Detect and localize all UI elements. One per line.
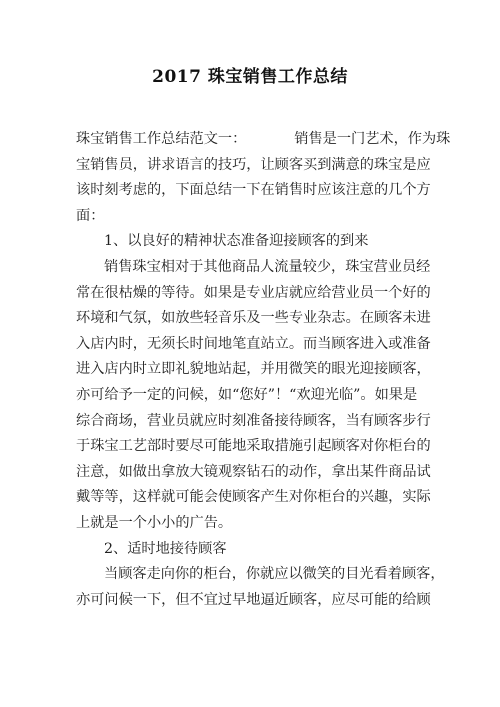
paragraph-line: 常在很枯燥的等待。如果是专业店就应给营业员一个好的: [76, 284, 431, 301]
section-1-heading: 1、以良好的精神状态准备迎接顾客的到来: [104, 233, 369, 250]
paragraph-line: 于珠宝工艺部时要尽可能地采取措施引起顾客对你柜台的: [76, 438, 431, 455]
paragraph-line: 入店内时，无须长时间地笔直站立。而当顾客进入或准备: [76, 335, 431, 352]
section-2-heading: 2、适时地接待顾客: [104, 540, 227, 557]
paragraph-line: 面：: [76, 207, 105, 224]
paragraph-line: 销售珠宝相对于其他商品人流量较少，珠宝营业员经: [104, 258, 431, 275]
paragraph-line: 上就是一个小小的广告。: [76, 514, 233, 531]
paragraph-line: 该时刻考虑的，下面总结一下在销售时应该注意的几个方: [76, 182, 431, 199]
intro-line: [76, 127, 451, 153]
paragraph-line: 注意，如做出拿放大镜观察钻石的动作，拿出某件商品试: [76, 463, 431, 480]
document-title: 2017 珠宝销售工作总结: [152, 67, 348, 87]
intro-first-text: 销售是一门艺术，作为珠: [294, 131, 451, 147]
paragraph-line: 进入店内时立即礼貌地站起，并用微笑的眼光迎接顾客，: [76, 361, 431, 378]
paragraph-line: 综合商场，营业员就应时刻准备接待顾客，当有顾客步行: [76, 412, 431, 429]
paragraph-line: 宝销售员，讲求语言的技巧，让顾客买到满意的珠宝是应: [76, 156, 431, 173]
document-body: [76, 127, 451, 613]
intro-label: 珠宝销售工作总结范文一：: [76, 131, 247, 147]
paragraph-line: 亦可问候一下，但不宜过早地逼近顾客，应尽可能的给顾: [76, 591, 431, 608]
paragraph-line: 环境和气氛，如放些轻音乐及一些专业杂志。在顾客未进: [76, 310, 431, 327]
paragraph-line: 当顾客走向你的柜台，你就应以微笑的目光看着顾客，: [104, 566, 445, 583]
paragraph-line: 戴等等，这样就可能会使顾客产生对你柜台的兴趣，实际: [76, 489, 431, 506]
paragraph-line: 亦可给予一定的问候，如“您好”！“欢迎光临”。如果是: [76, 386, 418, 403]
